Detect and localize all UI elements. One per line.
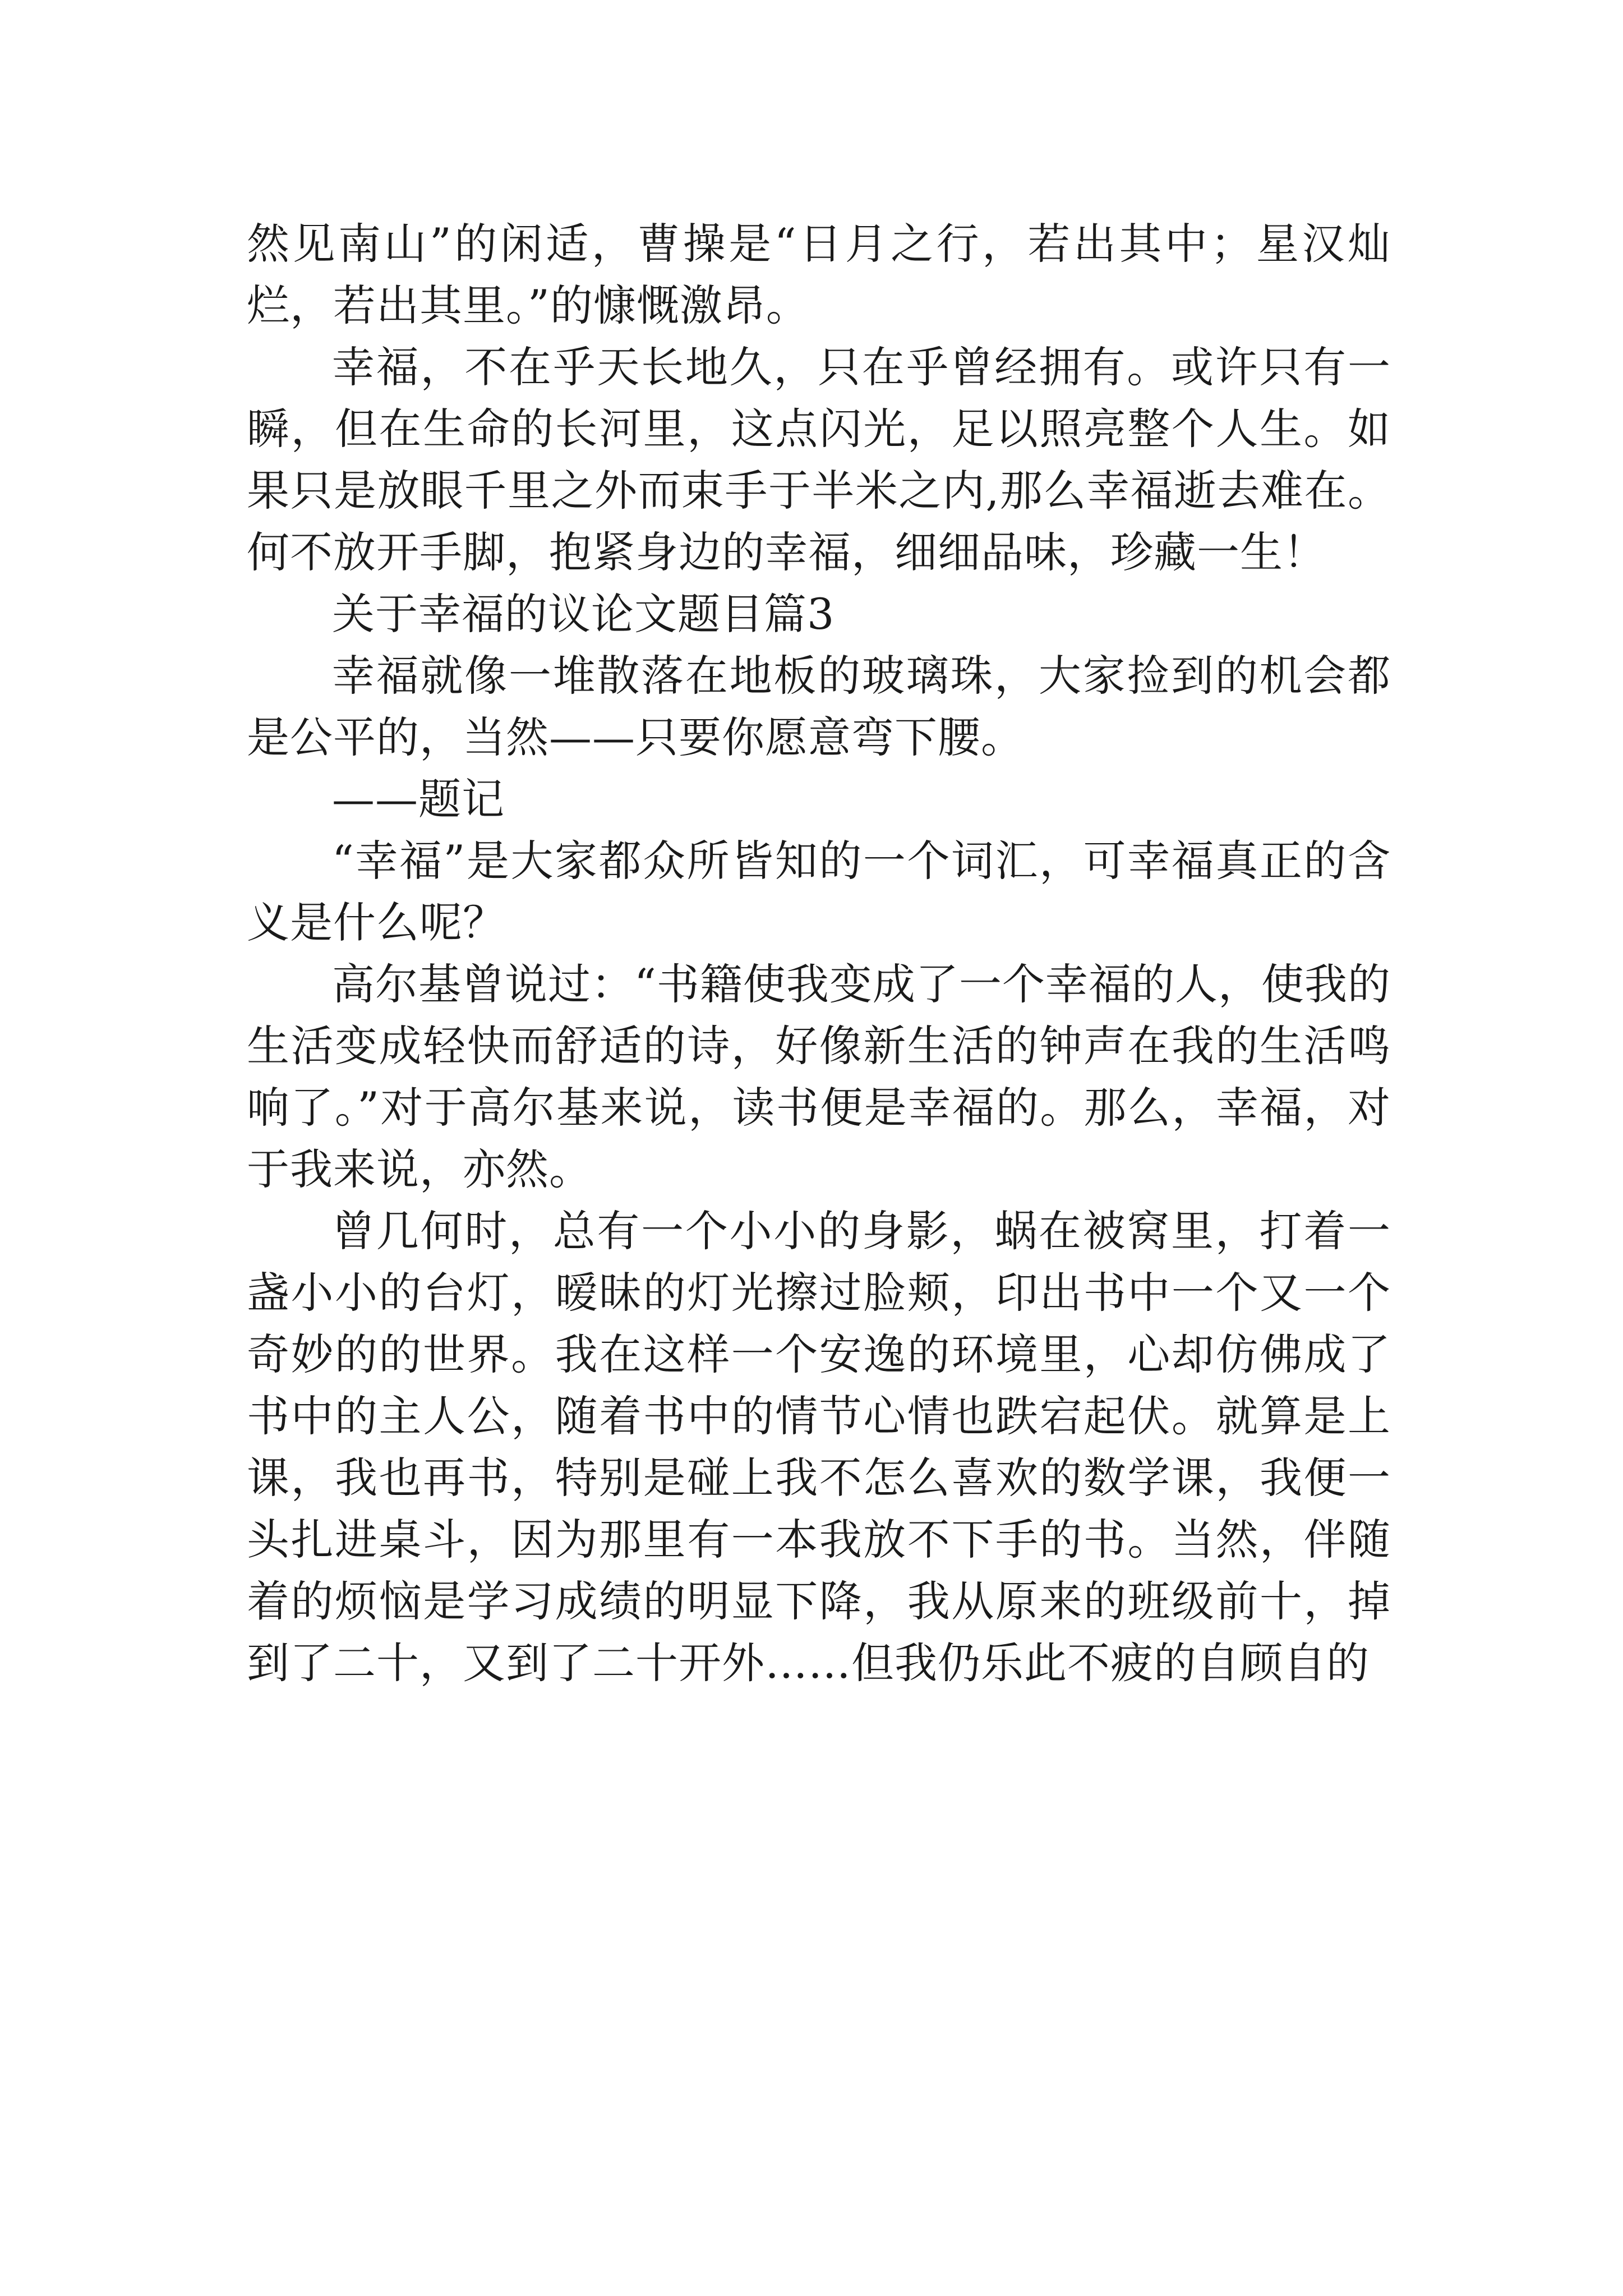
document-body bbox=[247, 213, 1391, 1694]
paragraph-question: “幸福”是大家都众所皆知的一个词汇，可幸福真正的含义是什么呢？ bbox=[247, 836, 1391, 947]
paragraph-reading-memory: 曾几何时，总有一个小小的身影，蜗在被窝里，打着一盏小小的台灯，暧昧的灯光擦过脸颊，印出书中一个又一个奇妙的的世界。我在这样一个安逸的环境里，心却仿佛成了书中的主人公，随着书中的情节心情也跌宕起伏。就算是上课，我也再书，特别是碰上我不怎么喜欢的数学课，我便一头扎进桌斗，因为那里有一本我放不下手的书。当然，伴随着的烦恼是学习成绩的明显下降，我从原来的班级前十，掉到了二十，又到了二十开外……但我仍乐此不疲的自顾自的 bbox=[247, 1206, 1391, 1688]
paragraph-epigraph-attribution: ——题记 bbox=[332, 774, 505, 824]
paragraph-epigraph: 幸福就像一堆散落在地板的玻璃珠，大家捡到的机会都是公平的，当然——只要你愿意弯下腰。 bbox=[247, 651, 1391, 762]
section-heading: 关于幸福的议论文题目篇3 bbox=[332, 589, 835, 639]
paragraph-gorky-quote: 高尔基曾说过：“书籍使我变成了一个幸福的人，使我的生活变成轻快而舒适的诗，好像新生活的钟声在我的生活鸣响了。”对于高尔基来说，读书便是幸福的。那么，幸福，对于我来说，亦然。 bbox=[247, 959, 1391, 1194]
paragraph-continued: 然见南山”的闲适，曹操是“日月之行，若出其中；星汉灿烂，若出其里。”的慷慨激昂。 bbox=[247, 219, 1391, 330]
paragraph-happiness-moment: 幸福，不在乎天长地久，只在乎曾经拥有。或许只有一瞬，但在生命的长河里，这点闪光，足以照亮整个人生。如果只是放眼千里之外而束手于半米之内,那么幸福逝去难在。何不放开手脚，抱紧身边的幸福，细细品味，珍藏一生！ bbox=[247, 342, 1391, 577]
